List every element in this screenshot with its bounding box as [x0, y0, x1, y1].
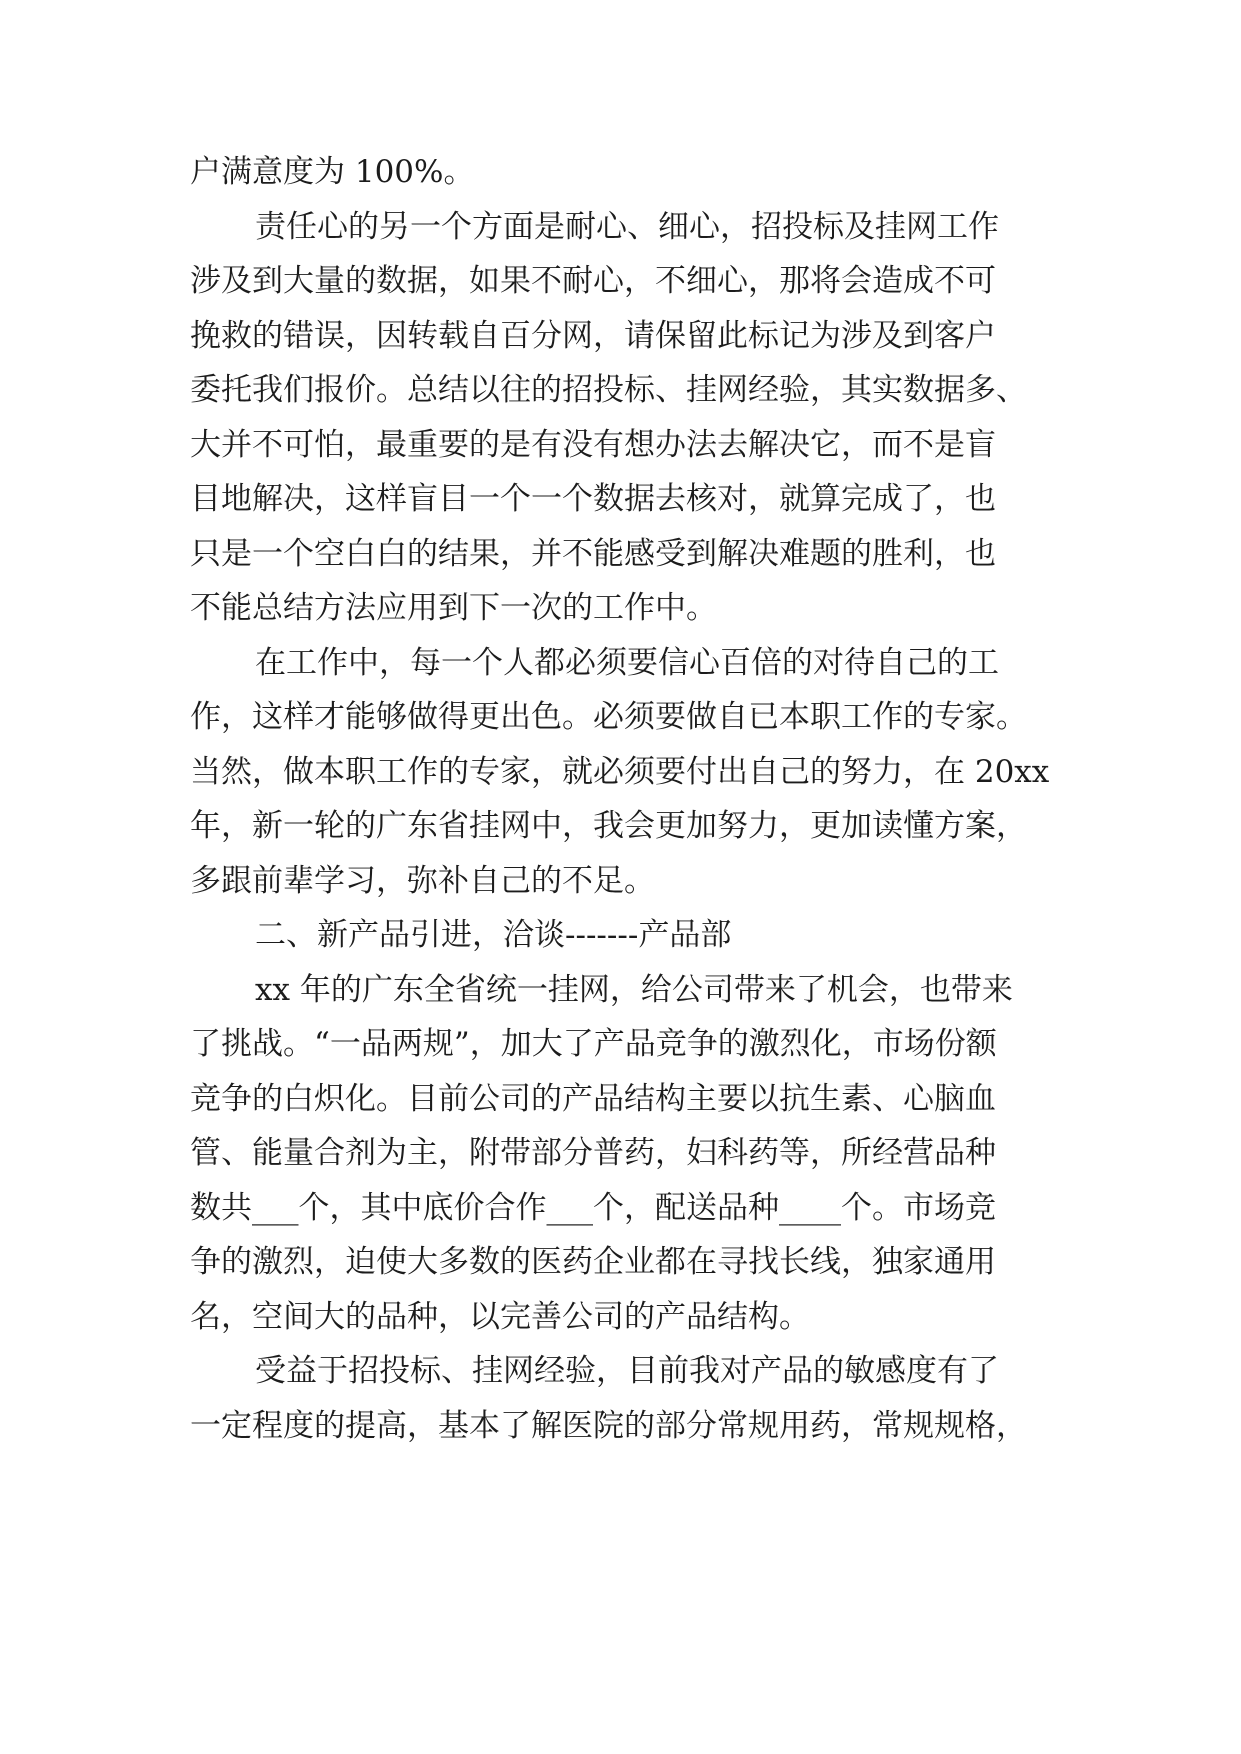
- text-line: 大并不可怕，最重要的是有没有想办法去解决它，而不是盲: [190, 427, 996, 463]
- text-line: 责任心的另一个方面是耐心、细心，招投标及挂网工作: [255, 209, 999, 245]
- text-line: 管、能量合剂为主，附带部分普药，妇科药等，所经营品种: [190, 1135, 996, 1171]
- text-line: 作，这样才能够做得更出色。必须要做自已本职工作的专家。: [190, 699, 1027, 735]
- text-line: 数共___个，其中底价合作___个，配送品种____个。市场竞: [190, 1190, 996, 1226]
- text-line: 受益于招投标、挂网经验，目前我对产品的敏感度有了: [255, 1353, 999, 1389]
- text-line: 不能总结方法应用到下一次的工作中。: [190, 590, 717, 626]
- text-line: xx 年的广东全省统一挂网，给公司带来了机会，也带来: [255, 972, 1013, 1008]
- text-line: 一定程度的提高，基本了解医院的部分常规用药，常规规格，: [190, 1408, 1027, 1444]
- text-line: 了挑战。“一品两规”，加大了产品竞争的激烈化，市场份额: [190, 1026, 997, 1062]
- text-line: 户满意度为 100%。: [190, 154, 475, 190]
- text-line: 只是一个空白白的结果，并不能感受到解决难题的胜利，也: [190, 536, 996, 572]
- text-line: 挽救的错误，因转载自百分网，请保留此标记为涉及到客户: [190, 318, 996, 354]
- text-line: 争的激烈，迫使大多数的医药企业都在寻找长线，独家通用: [190, 1244, 996, 1280]
- text-line: 年，新一轮的广东省挂网中，我会更加努力，更加读懂方案，: [190, 808, 1027, 844]
- text-line: 当然，做本职工作的专家，就必须要付出自己的努力，在 20xx: [190, 754, 1050, 790]
- text-line: 在工作中，每一个人都必须要信心百倍的对待自己的工: [255, 645, 999, 681]
- text-line: 多跟前辈学习，弥补自己的不足。: [190, 863, 655, 899]
- section-heading: 二、新产品引进，洽谈-------产品部: [255, 917, 732, 953]
- text-line: 竞争的白炽化。目前公司的产品结构主要以抗生素、心脑血: [190, 1081, 996, 1117]
- text-line: 委托我们报价。总结以往的招投标、挂网经验，其实数据多、: [190, 372, 1027, 408]
- text-line: 涉及到大量的数据，如果不耐心，不细心，那将会造成不可: [190, 263, 996, 299]
- text-line: 名，空间大的品种，以完善公司的产品结构。: [190, 1299, 810, 1335]
- text-line: 目地解决，这样盲目一个一个数据去核对，就算完成了，也: [190, 481, 996, 517]
